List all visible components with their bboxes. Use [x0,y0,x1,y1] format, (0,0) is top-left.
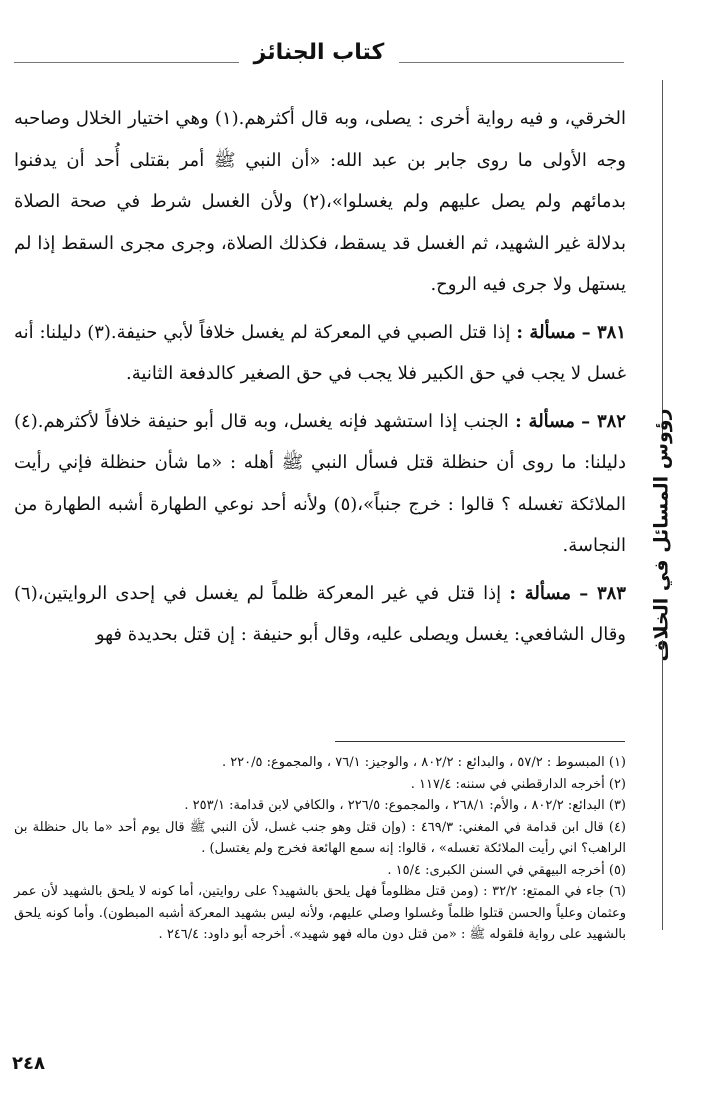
running-header [14,36,624,72]
question-381 [14,312,626,395]
chapter-title: كتاب الجنائز [253,40,385,65]
footnote-1: (١) المبسوط : ٥٧/٢ ، والبدائع : ٨٠٢/٢ ، والوجيز: ٧٦/١ ، والمجموع: ٢٢٠/٥ . [221,755,626,770]
side-rule-top [662,80,663,435]
question-label: مسألة : [515,410,575,432]
question-label: مسألة : [516,321,576,343]
footnote-3: (٣) البدائع: ٨٠٢/٢ ، والأم: ٢٦٨/١ ، والمجموع: ٢٢٦/٥ ، والكافي لابن قدامة: ٢٥٣/١ . [184,798,626,813]
question-label: مسألة : [509,582,572,604]
header-rule-right [399,62,624,63]
side-rule-bottom [662,640,663,930]
footnote-4: (٤) قال ابن قدامة في المغني: ٤٦٩/٣ : (وإن قتل وهو جنب غسل، لأن النبي ﷺ قال يوم أحد «ما بال حنظلة بن الراهب؟ اني رأيت الملائكة تغسله» ، قالوا: إنه سمع الهائعة فخرج ولم يغتسل) . [14,819,626,856]
page-number: ٢٤٨ [12,1053,45,1074]
question-text: إذا قتل في غير المعركة ظلماً لم يغسل في إحدى الروايتين،(٦) وقال الشافعي: يغسل ويصلى عليه، وقال أبو حنيفة : إن قتل بحديدة فهو [14,582,626,645]
main-text [14,98,626,656]
question-number: ٣٨١ – [581,321,626,343]
side-running-title [640,408,684,662]
question-text: إذا قتل الصبي في المعركة لم يغسل خلافاً لأبي حنيفة.(٣) دليلنا: أنه غسل لا يجب في حق الكبير فلا يجب في حق الصغير كالدفعة الثانية. [14,321,626,384]
question-text: الجنب إذا استشهد فإنه يغسل، وبه قال أبو حنيفة خلافاً لأكثرهم.(٤) دليلنا: ما روى أن حنظلة قتل فسأل النبي ﷺ أهله : «ما شأن حنظلة فإني رأيت الملائكة تغسله ؟ قالوا : خرج جنباً»،(٥) ولأنه أحد نوعي الطهارة أشبه الطهارة من النجاسة. [14,410,626,556]
question-383 [14,573,626,656]
footnotes [14,752,626,946]
question-number: ٣٨٣ – [579,582,626,604]
opening-paragraph: الخرقي، و فيه رواية أخرى : يصلى، وبه قال أكثرهم.(١) وهي اختيار الخلال وصاحبه وجه الأولى ما روى جابر بن عبد الله: «أن النبي ﷺ أمر بقتلى أُحد أن يدفنوا بدمائهم ولم يصل عليهم ولم يغسلوا»،(٢) ولأن الغسل شرط في صحة الصلاة بدلالة غير الشهيد، ثم الغسل قد يسقط، فكذلك الصلاة، وجرى مجرى السقط إذا لم يستهل ولا جرى فيه الروح. [14,108,627,295]
side-title-text: رؤوس المسائل في الخلاف [651,408,674,662]
footnote-5: (٥) أخرجه البيهقي في السنن الكبرى: ١٥/٤ . [387,862,626,878]
footnote-6: (٦) جاء في الممتع: ٣٢/٢ : (ومن قتل مظلوماً فهل يلحق بالشهيد؟ على روايتين، أما كونه لا يلحق بالشهيد لأن عمر وعثمان وعلياً والحسن قتلوا ظلماً وغسلوا وصلي عليهم، ولأنه ليس بشهيد المعركة أشبه المبطون). وأما كونه يلحق بالشهيد على رواية فلقوله ﷺ : «من قتل دون ماله فهو شهيد». أخرجه أبو داود: ٢٤٦/٤ . [14,884,626,942]
footnote-2: (٢) أخرجه الدارقطني في سننه: ١١٧/٤ . [410,776,626,792]
footnote-separator [335,741,625,742]
question-number: ٣٨٢ – [581,410,626,432]
question-382 [14,401,626,567]
